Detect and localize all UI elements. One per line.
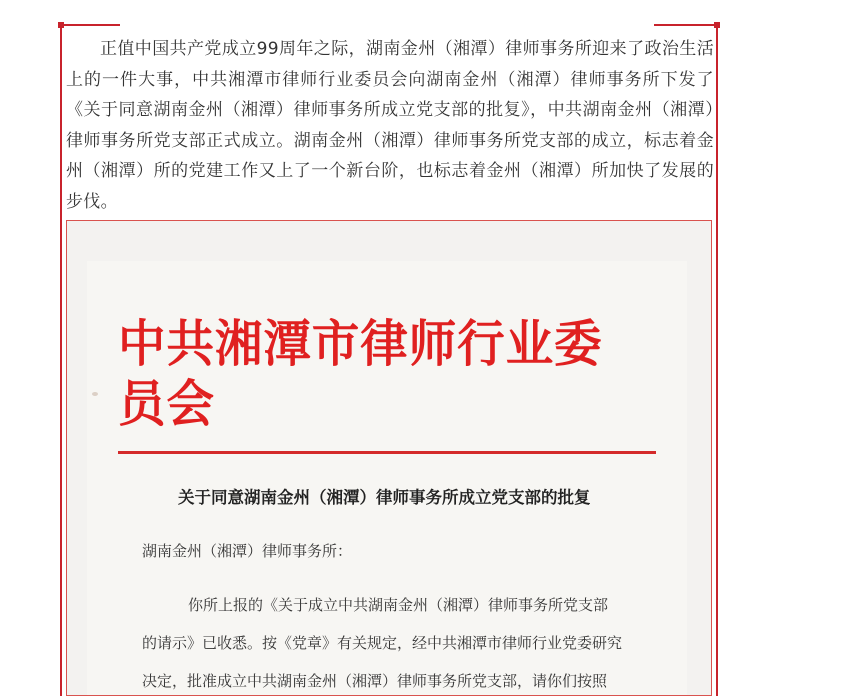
paper-smudge	[92, 392, 98, 396]
document-body-line: 决定，批准成立中共湖南金州（湘潭）律师事务所党支部，请你们按照	[142, 672, 608, 690]
document-title: 关于同意湖南金州（湘潭）律师事务所成立党支部的批复	[178, 488, 591, 507]
letterhead-red-rule	[118, 451, 656, 454]
document-body	[142, 586, 642, 700]
frame-top-right-line	[654, 24, 718, 26]
frame-right-border	[716, 28, 718, 696]
article-intro-paragraph: 正值中国共产党成立99周年之际，湖南金州（湘潭）律师事务所迎来了政治生活上的一件大事，中共湘潭市律师行业委员会向湖南金州（湘潭）律师事务所下发了《关于同意湖南金州（湘潭）律师事务所成立党支部的批复》，中共湖南金州（湘潭）律师事务所党支部正式成立。湖南金州（湘潭）律师事务所党支部的成立，标志着金州（湘潭）所的党建工作又上了一个新台阶，也标志着金州（湘潭）所加快了发展的步伐。	[66, 39, 714, 212]
document-letterhead: 中共湘潭市律师行业委员会	[118, 314, 603, 433]
frame-top-left-line	[60, 24, 120, 26]
frame-left-border	[60, 28, 62, 696]
document-salutation: 湖南金州（湘潭）律师事务所：	[142, 542, 353, 560]
document-body-line: 你所上报的《关于成立中共湖南金州（湘潭）律师事务所党支部	[188, 596, 609, 614]
document-body-line: 的请示》已收悉。按《党章》有关规定，经中共湘潭市律师行业党委研究	[142, 634, 623, 652]
